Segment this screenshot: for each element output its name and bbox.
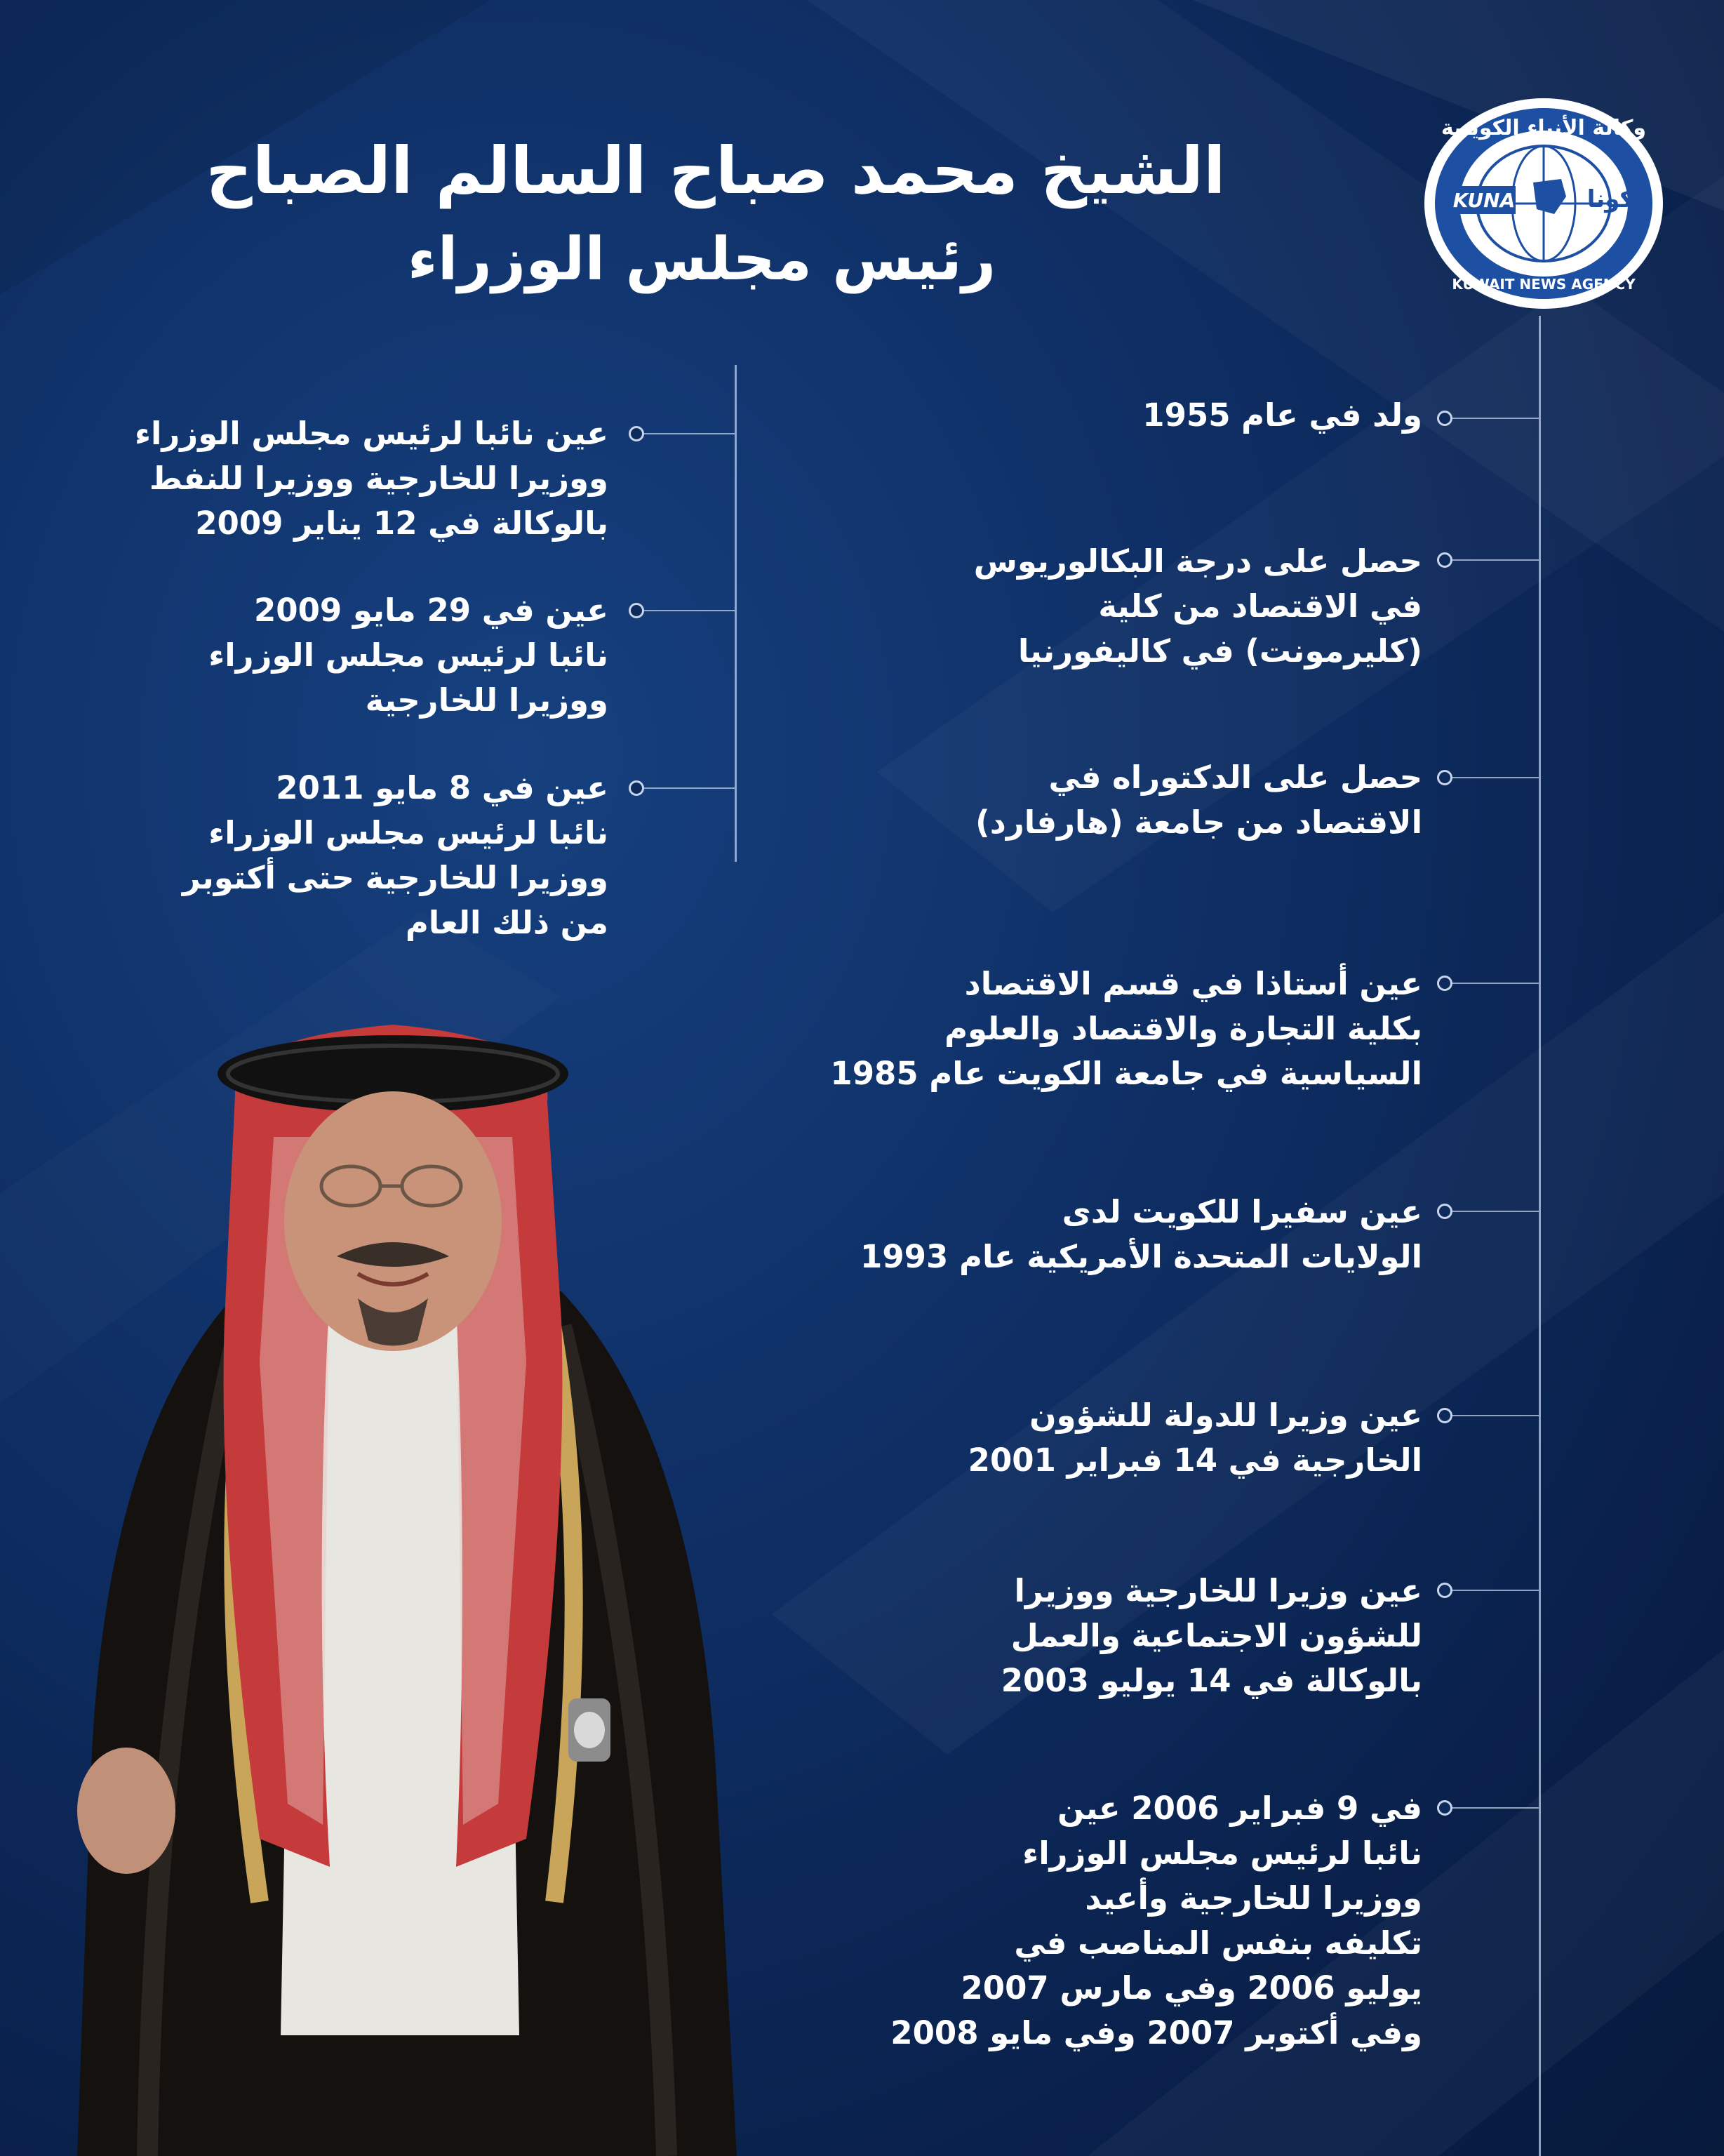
timeline-entry-deputy-pm-2009-may: عين في 29 مايو 2009 نائبا لرئيس مجلس الوزراء ووزيرا للخارجية [208, 592, 608, 719]
right-timeline-line [1539, 316, 1541, 2156]
connector-line [1449, 983, 1539, 984]
kuna-logo-icon [1410, 91, 1677, 316]
connector-line [642, 787, 735, 789]
connector-line [1449, 1211, 1539, 1212]
timeline-dot [629, 780, 644, 796]
connector-line [1449, 1807, 1539, 1809]
timeline-entry-doctorate: حصل على الدكتوراه في الاقتصاد من جامعة (هارفارد) [975, 759, 1422, 841]
timeline-entry-deputy-pm-2006: في 9 فبراير 2006 عين نائبا لرئيس مجلس الوزراء ووزيرا للخارجية وأعيد تكليفه بنفس المناصب في يوليو 2006 وفي مارس 2007 وفي أكتوبر 2007 وفي مايو 2008 [890, 1790, 1422, 2051]
timeline-dot [1437, 1583, 1452, 1598]
timeline-entry-deputy-pm-2009-jan: عين نائبا لرئيس مجلس الوزراء ووزيرا للخارجية ووزيرا للنفط بالوكالة في 12 يناير 2009 [134, 415, 608, 542]
timeline-entry-professor: عين أستاذا في قسم الاقتصاد بكلية التجارة والاقتصاد والعلوم السياسية في جامعة الكويت عام 1985 [830, 965, 1422, 1092]
connector-line [1449, 1415, 1539, 1416]
timeline-dot [1437, 552, 1452, 568]
timeline-dot [629, 603, 644, 618]
svg-text:كونا: كونا [1586, 185, 1634, 213]
page-subtitle: رئيس مجلس الوزراء [407, 225, 996, 293]
connector-line [642, 433, 735, 434]
timeline-dot [1437, 1408, 1452, 1423]
timeline-dot [629, 426, 644, 441]
timeline-dot [1437, 770, 1452, 785]
connector-line [1449, 559, 1539, 561]
timeline-entry-state-minister: عين وزيرا للدولة للشؤون الخارجية في 14 فبراير 2001 [968, 1397, 1422, 1479]
timeline-entry-deputy-pm-2011: عين في 8 مايو 2011 نائبا لرئيس مجلس الوزراء ووزيرا للخارجية حتى أكتوبر من ذلك العام [182, 769, 608, 941]
connector-line [1449, 777, 1539, 778]
svg-text:KUNA: KUNA [1452, 189, 1516, 212]
timeline-dot [1437, 976, 1452, 991]
connector-line [1449, 1590, 1539, 1591]
svg-text:وكالة الأنباء الكويتية: وكالة الأنباء الكويتية [1441, 116, 1647, 140]
timeline-dot [1437, 411, 1452, 426]
portrait-figure-icon [63, 997, 737, 2156]
left-timeline-line [735, 365, 737, 862]
page-title: الشيخ محمد صباح السالم الصباح [206, 133, 1226, 208]
timeline-dot [1437, 1204, 1452, 1219]
timeline-entry-ambassador: عين سفيرا للكويت لدى الولايات المتحدة الأمريكية عام 1993 [860, 1193, 1422, 1275]
connector-line [642, 610, 735, 611]
timeline-entry-born: ولد في عام 1955 [1142, 397, 1422, 434]
svg-text:KUWAIT NEWS AGENCY: KUWAIT NEWS AGENCY [1452, 276, 1636, 293]
timeline-entry-bachelor: حصل على درجة البكالوريوس في الاقتصاد من كلية (كليرمونت) في كاليفورنيا [973, 543, 1422, 670]
connector-line [1449, 418, 1539, 419]
timeline-entry-foreign-minister: عين وزيرا للخارجية ووزيرا للشؤون الاجتماعية والعمل بالوكالة في 14 يوليو 2003 [1001, 1572, 1422, 1699]
timeline-dot [1437, 1800, 1452, 1816]
